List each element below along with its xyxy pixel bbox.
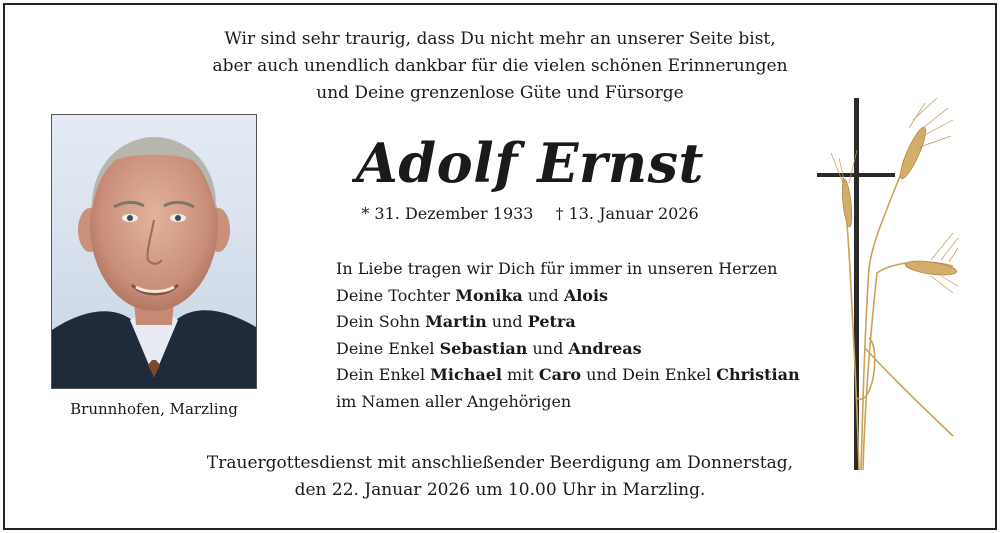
connector-text: und — [486, 312, 528, 331]
family-member-name: Martin — [425, 312, 487, 331]
relation-text: Deine Enkel — [336, 338, 440, 358]
location-caption: Brunnhofen, Marzling — [70, 400, 238, 418]
family-member-name: Caro — [538, 365, 582, 384]
connector-text: und Dein Enkel — [581, 365, 717, 384]
service-line: den 22. Januar 2026 um 10.00 Uhr in Marzling. — [294, 480, 706, 500]
intro-line: und Deine grenzenlose Güte und Fürsorge — [316, 83, 684, 103]
family-row — [336, 309, 816, 336]
intro-line: aber auch unendlich dankbar für die vielen schönen Erinnerungen — [212, 56, 788, 76]
intro-text — [150, 26, 850, 107]
family-member-name: Petra — [527, 312, 576, 331]
family-member-name: Christian — [716, 365, 800, 384]
deceased-name: Adolf Ernst — [356, 131, 704, 195]
connector-text: und — [522, 285, 564, 305]
connector-text: mit — [501, 365, 539, 384]
cross-with-wheat-icon — [813, 98, 958, 476]
intro-line: Wir sind sehr traurig, dass Du nicht mehr an unserer Seite bist, — [224, 29, 776, 49]
connector-text: und — [527, 338, 569, 358]
portrait-photo — [51, 114, 257, 389]
family-row — [336, 362, 816, 389]
family-row — [336, 336, 816, 363]
family-member-name: Andreas — [568, 338, 642, 358]
family-closing: im Namen aller Angehörigen — [336, 391, 572, 411]
life-dates — [300, 204, 760, 223]
relation-text: Dein Enkel — [336, 365, 431, 384]
birth-date: * 31. Dezember 1933 — [361, 204, 534, 223]
death-date: † 13. Januar 2026 — [555, 204, 699, 223]
relation-text: Deine Tochter — [336, 285, 456, 305]
relation-text: Dein Sohn — [336, 312, 426, 331]
service-line: Trauergottesdienst mit anschließender Beerdigung am Donnerstag, — [206, 453, 794, 473]
family-member-name: Monika — [455, 285, 523, 305]
family-row — [336, 283, 816, 310]
family-member-name: Sebastian — [439, 338, 528, 358]
family-list — [336, 256, 816, 415]
family-member-name: Alois — [563, 285, 609, 305]
funeral-service-info — [150, 450, 850, 504]
family-opening: In Liebe tragen wir Dich für immer in unseren Herzen — [336, 259, 778, 278]
family-member-name: Michael — [430, 365, 502, 384]
